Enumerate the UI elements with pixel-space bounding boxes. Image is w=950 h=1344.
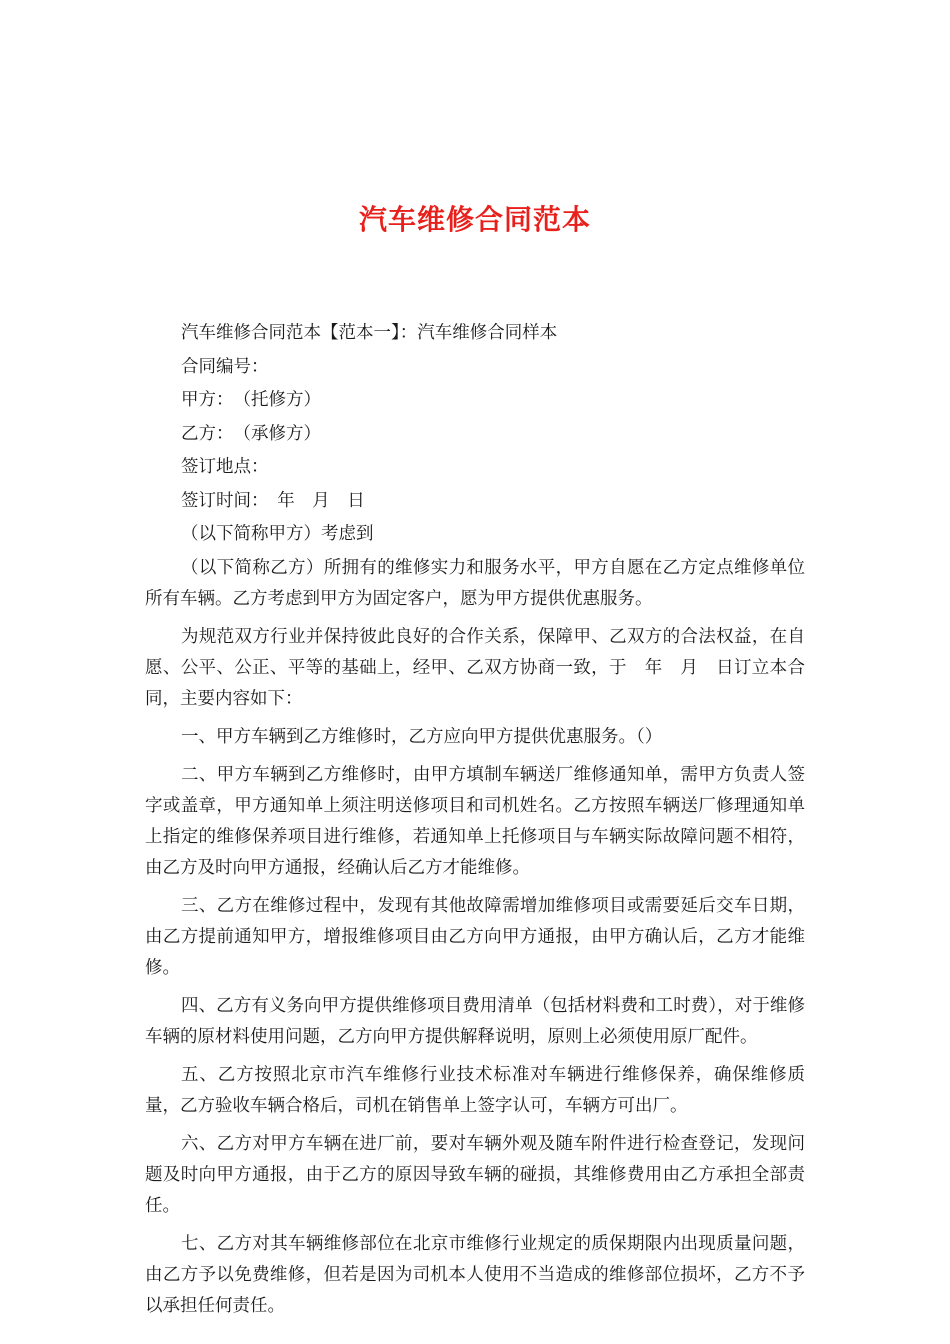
paragraph-signing-place: 签订地点：: [181, 457, 269, 477]
paragraph-signing-time: 签订时间： 年 月 日: [181, 490, 365, 511]
clause-2: 二、甲方车辆到乙方维修时，由甲方填制车辆送厂维修通知单，需甲方负责人签字或盖章，甲方通知单上须注明送修项目和司机姓名。乙方按照车辆送厂修理通知单上指定的维修保养项目进行维修，若通知单上托修项目与车辆实际故障问题不相符，由乙方及时向甲方通报，经确认后乙方才能维修。: [145, 764, 805, 878]
clause-7: 七、乙方对其车辆维修部位在北京市维修行业规定的质保期限内出现质量问题，由乙方予以免费维修，但若是因为司机本人使用不当造成的维修部位损坏，乙方不予以承担任何责任。: [145, 1233, 805, 1316]
paragraph-party-a: 甲方： （托修方）: [181, 390, 321, 410]
document-title: 汽车维修合同范本: [358, 203, 591, 236]
clause-4: 四、乙方有义务向甲方提供维修项目费用清单（包括材料费和工时费），对于维修车辆的原材料使用问题，乙方向甲方提供解释说明，原则上必须使用原厂配件。: [145, 995, 805, 1047]
paragraph-party-b: 乙方： （承修方）: [181, 423, 321, 444]
paragraph-party-b-capability: （以下简称乙方）所拥有的维修实力和服务水平，甲方自愿在乙方定点维修单位所有车辆。乙方考虑到甲方为固定客户，愿为甲方提供优惠服务。: [145, 557, 805, 609]
clause-1: 一、甲方车辆到乙方维修时，乙方应向甲方提供优惠服务。（）: [181, 726, 663, 747]
clause-5: 五、乙方按照北京市汽车维修行业技术标准对车辆进行维修保养，确保维修质量，乙方验收车辆合格后，司机在销售单上签字认可，车辆方可出厂。: [145, 1064, 805, 1116]
clause-6: 六、乙方对甲方车辆在进厂前，要对车辆外观及随车附件进行检查登记，发现问题及时向甲方通报，由于乙方的原因导致车辆的碰损，其维修费用由乙方承担全部责任。: [145, 1133, 805, 1216]
paragraph-party-a-considers: （以下简称甲方）考虑到: [181, 524, 374, 544]
clause-3: 三、乙方在维修过程中，发现有其他故障需增加维修项目或需要延后交车日期，由乙方提前通知甲方，增报维修项目由乙方向甲方通报，由甲方确认后，乙方才能维修。: [145, 895, 805, 978]
paragraph-heading: 汽车维修合同范本【范本一】：汽车维修合同样本: [181, 323, 558, 343]
paragraph-preamble: 为规范双方行业并保持彼此良好的合作关系，保障甲、乙双方的合法权益，在自愿、公平、公正、平等的基础上，经甲、乙双方协商一致，于 年 月 日订立本合同，主要内容如下：: [145, 626, 805, 709]
paragraph-contract-number: 合同编号：: [181, 356, 269, 377]
document-body: [145, 318, 805, 1329]
